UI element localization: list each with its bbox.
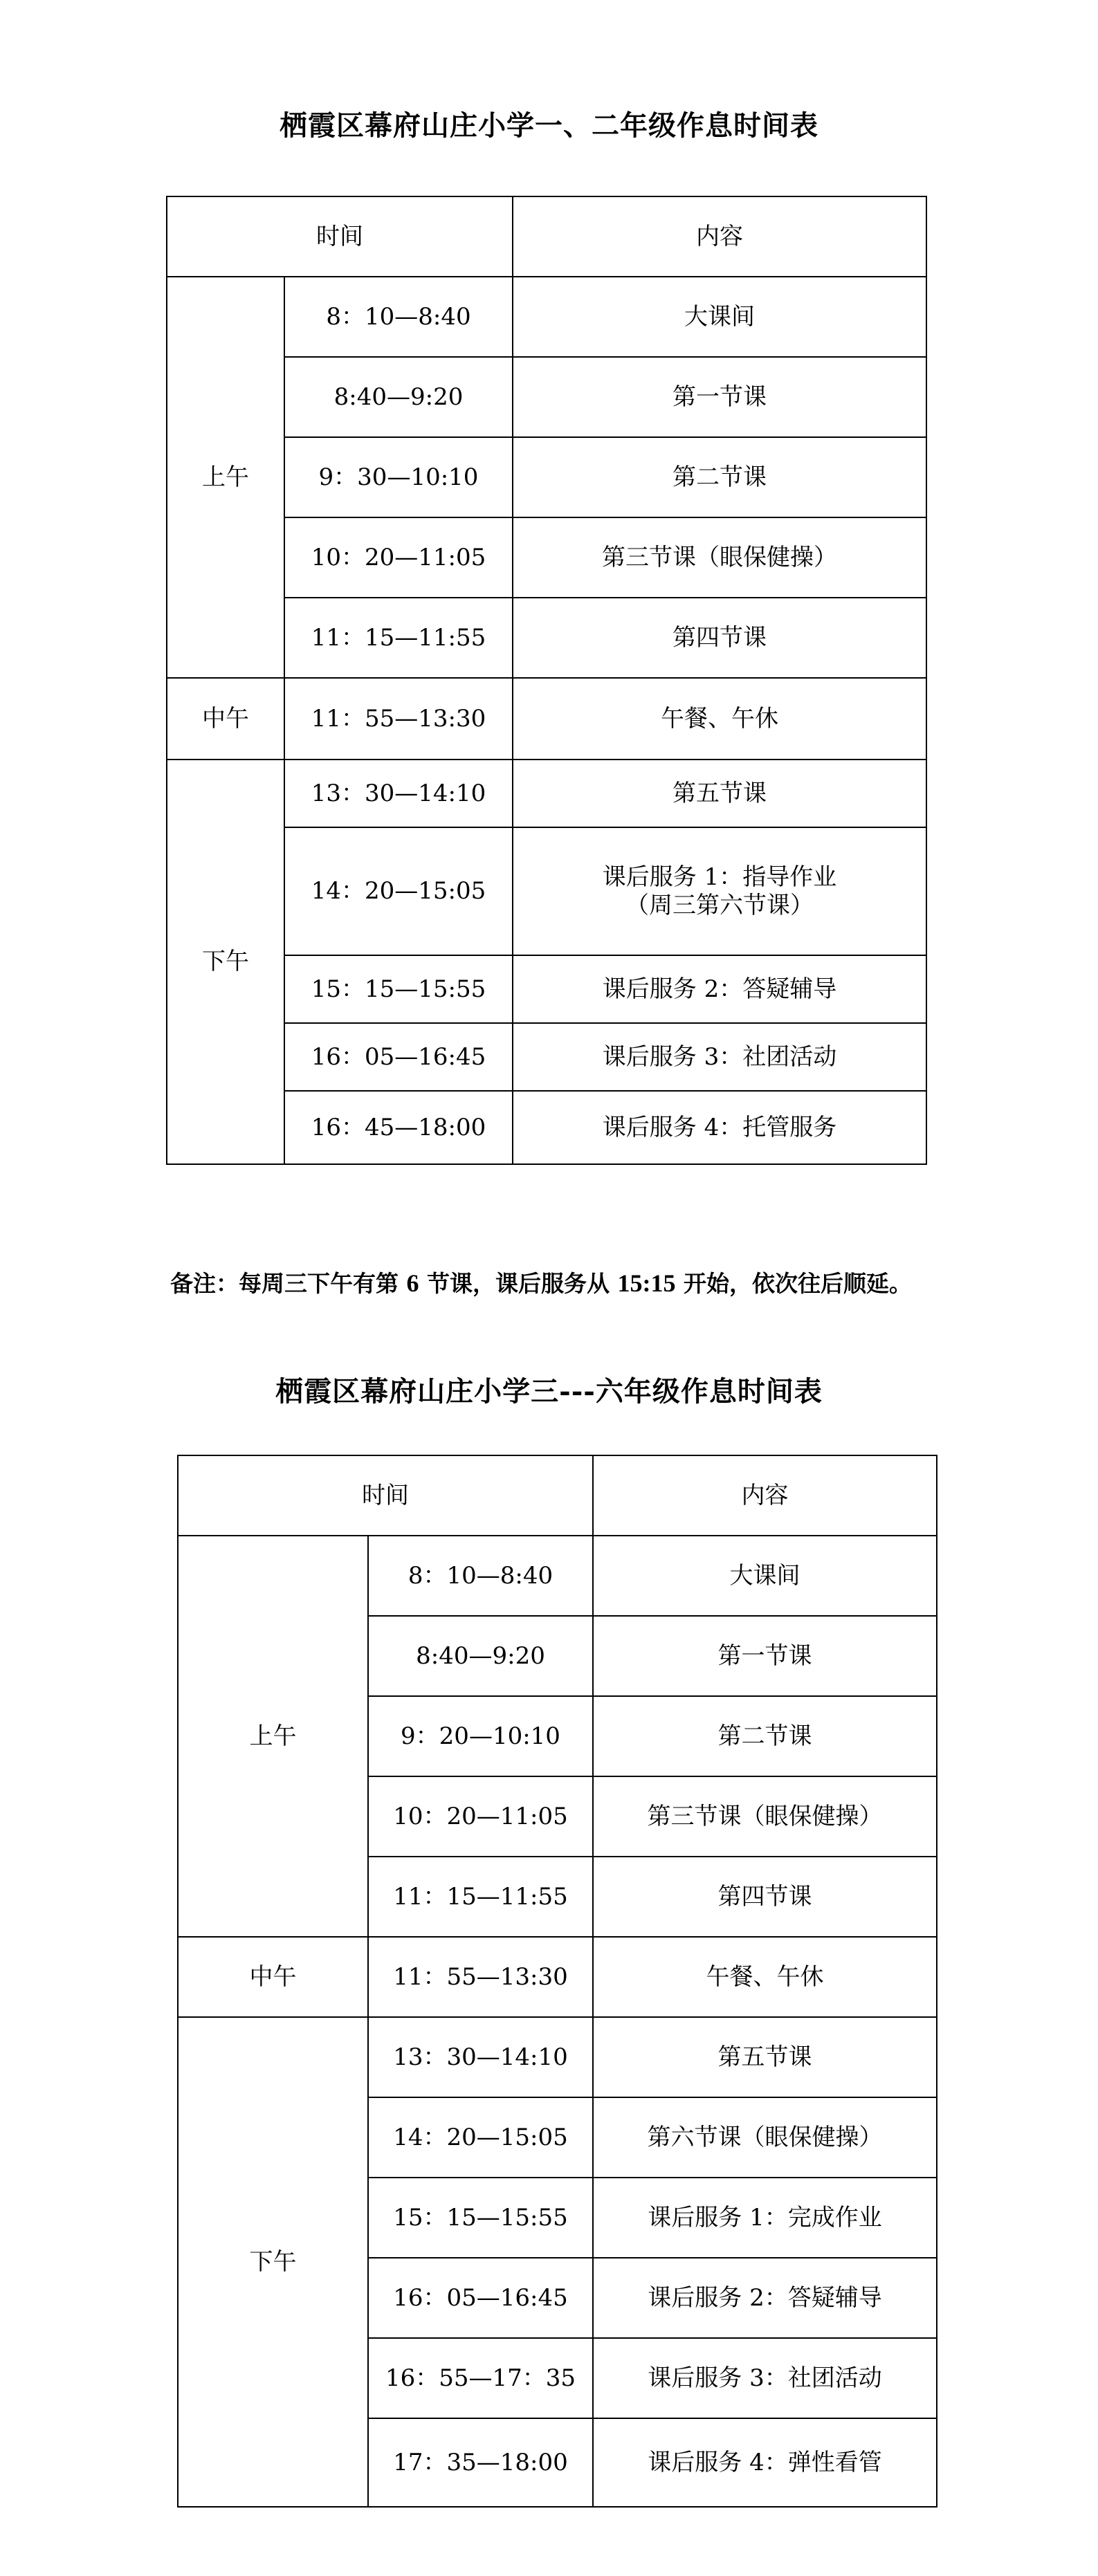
time-cell: 15：15—15:55 <box>284 955 513 1023</box>
note-text-1: 备注：每周三下午有第 <box>170 1270 399 1297</box>
time-cell: 15：15—15:55 <box>368 2178 593 2258</box>
time-cell: 13：30—14:10 <box>284 760 513 827</box>
time-cell: 14：20—15:05 <box>284 827 513 955</box>
time-cell: 8：10—8:40 <box>368 1536 593 1616</box>
content-cell: 课后服务 2：答疑辅导 <box>593 2258 937 2338</box>
table-row <box>167 760 926 827</box>
note-text-3: 开始，依次往后顺延。 <box>684 1270 912 1297</box>
content-cell: 第六节课（眼保健操） <box>593 2097 937 2178</box>
content-cell: 午餐、午休 <box>513 678 926 760</box>
time-cell: 8:40—9:20 <box>284 357 513 437</box>
period-label-afternoon: 下午 <box>167 760 284 1164</box>
table-row <box>167 678 926 760</box>
period-label-morning: 上午 <box>167 277 284 678</box>
schedule-table-grades-1-2 <box>166 196 927 1165</box>
time-cell: 8:40—9:20 <box>368 1616 593 1696</box>
table-header-row <box>178 1455 937 1536</box>
content-cell: 第二节课 <box>513 437 926 517</box>
content-cell: 第三节课（眼保健操） <box>513 517 926 598</box>
time-cell: 9：30—10:10 <box>284 437 513 517</box>
note-number-1: 6 <box>406 1269 419 1297</box>
time-cell: 13：30—14:10 <box>368 2017 593 2097</box>
header-time: 时间 <box>178 1455 593 1536</box>
time-cell: 16：45—18:00 <box>284 1091 513 1164</box>
table-row <box>178 1536 937 1616</box>
content-cell: 课后服务 2：答疑辅导 <box>513 955 926 1023</box>
time-cell: 11：15—11:55 <box>284 598 513 678</box>
content-cell: 第四节课 <box>513 598 926 678</box>
content-cell: 课后服务 4：托管服务 <box>513 1091 926 1164</box>
content-cell: 第五节课 <box>513 760 926 827</box>
content-cell: 午餐、午休 <box>593 1937 937 2017</box>
time-cell: 16：05—16:45 <box>368 2258 593 2338</box>
content-cell-multiline <box>513 827 926 955</box>
note-number-2: 15:15 <box>617 1269 676 1297</box>
note-paragraph <box>170 1255 949 1312</box>
content-cell: 第二节课 <box>593 1696 937 1776</box>
table-row <box>178 2017 937 2097</box>
content-cell: 课后服务 3：社团活动 <box>513 1023 926 1091</box>
content-cell: 第三节课（眼保健操） <box>593 1776 937 1857</box>
time-cell: 14：20—15:05 <box>368 2097 593 2178</box>
period-label-morning: 上午 <box>178 1536 368 1937</box>
time-cell: 9：20—10:10 <box>368 1696 593 1776</box>
table-header-row <box>167 196 926 277</box>
content-line-2: （周三第六节课） <box>625 891 814 919</box>
content-cell: 课后服务 1：完成作业 <box>593 2178 937 2258</box>
time-cell: 8：10—8:40 <box>284 277 513 357</box>
period-label-noon: 中午 <box>167 678 284 760</box>
content-cell: 第一节课 <box>593 1616 937 1696</box>
content-cell: 课后服务 3：社团活动 <box>593 2338 937 2418</box>
time-cell: 11：15—11:55 <box>368 1857 593 1937</box>
content-cell: 第一节课 <box>513 357 926 437</box>
content-cell: 第四节课 <box>593 1857 937 1937</box>
header-content: 内容 <box>513 196 926 277</box>
content-cell: 大课间 <box>513 277 926 357</box>
time-cell: 10：20—11:05 <box>284 517 513 598</box>
content-line-1: 课后服务 1：指导作业 <box>602 863 837 891</box>
table-row <box>178 1937 937 2017</box>
time-cell: 10：20—11:05 <box>368 1776 593 1857</box>
time-cell: 16：05—16:45 <box>284 1023 513 1091</box>
period-label-noon: 中午 <box>178 1937 368 2017</box>
time-cell: 16：55—17：35 <box>368 2338 593 2418</box>
table1-title: 栖霞区幕府山庄小学一、二年级作息时间表 <box>280 109 818 142</box>
content-cell: 课后服务 4：弹性看管 <box>593 2418 937 2507</box>
table-row <box>167 277 926 357</box>
schedule-table-grades-3-6 <box>177 1455 937 2508</box>
time-cell: 11：55—13:30 <box>284 678 513 760</box>
note-text-2: 节课，课后服务从 <box>427 1270 610 1297</box>
period-label-afternoon: 下午 <box>178 2017 368 2507</box>
content-cell: 第五节课 <box>593 2017 937 2097</box>
header-content: 内容 <box>593 1455 937 1536</box>
content-cell: 大课间 <box>593 1536 937 1616</box>
header-time: 时间 <box>167 196 513 277</box>
table2-title: 栖霞区幕府山庄小学三---六年级作息时间表 <box>275 1375 823 1408</box>
time-cell: 17：35—18:00 <box>368 2418 593 2507</box>
time-cell: 11：55—13:30 <box>368 1937 593 2017</box>
